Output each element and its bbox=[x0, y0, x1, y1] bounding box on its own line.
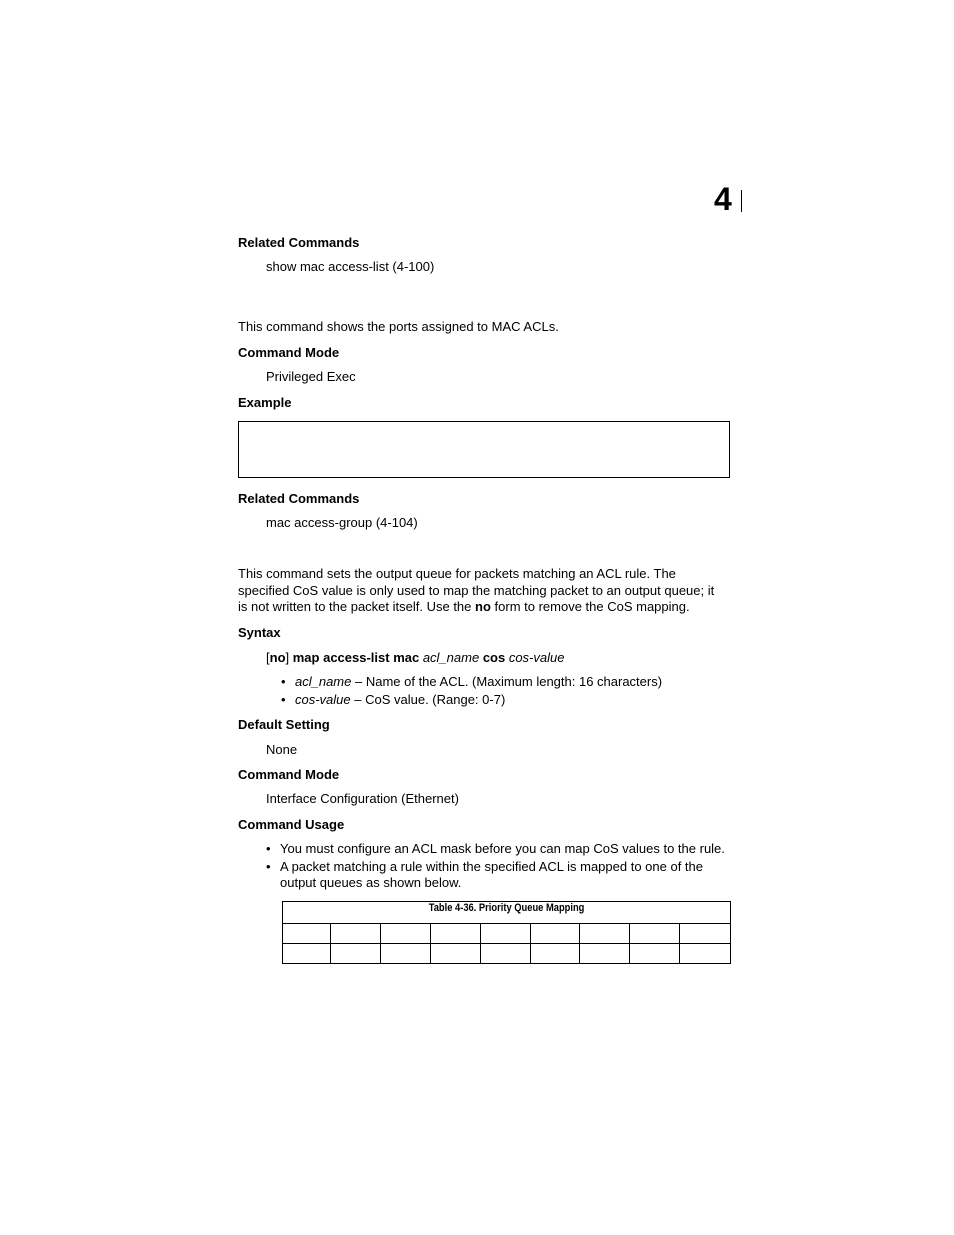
param-desc: – CoS value. (Range: 0-7) bbox=[350, 692, 506, 707]
example-heading: Example bbox=[238, 395, 292, 410]
param-name: acl_name bbox=[295, 674, 352, 689]
table-cell bbox=[381, 944, 431, 964]
syntax-heading: Syntax bbox=[238, 625, 281, 640]
command-mode-heading-2: Command Mode bbox=[238, 767, 340, 782]
table-cell bbox=[481, 924, 531, 944]
table-cell bbox=[630, 944, 680, 964]
command-mode-value-2: Interface Configuration (Ethernet) bbox=[266, 791, 459, 806]
example-box bbox=[238, 421, 730, 478]
description-line: This command sets the output queue for packets matching an ACL rule. The bbox=[238, 566, 676, 581]
param-name: cos-value bbox=[295, 692, 351, 707]
command-mode-heading: Command Mode bbox=[238, 345, 340, 360]
command-keyword: map access-list mac bbox=[292, 650, 423, 665]
command-description-2 bbox=[238, 566, 730, 616]
chapter-divider bbox=[741, 190, 742, 212]
description-text: form to remove the CoS mapping. bbox=[490, 599, 690, 614]
related-command-link-2[interactable]: mac access-group (4-104) bbox=[266, 515, 418, 530]
table-cell bbox=[680, 924, 731, 944]
table-cell bbox=[331, 944, 381, 964]
table-row bbox=[283, 924, 731, 944]
chapter-number: 4 bbox=[714, 181, 732, 217]
syntax-command bbox=[266, 650, 564, 665]
description-line: specified CoS value is only used to map the matching packet to an output queue; it bbox=[238, 582, 715, 598]
related-commands-heading: Related Commands bbox=[238, 235, 360, 250]
bracket-open: [ bbox=[266, 650, 270, 665]
param-text bbox=[295, 692, 505, 707]
usage-text: A packet matching a rule within the specified ACL is mapped to one of the bbox=[280, 859, 703, 874]
cos-keyword: cos bbox=[479, 650, 509, 665]
table-cell bbox=[431, 944, 481, 964]
default-setting-value: None bbox=[266, 742, 298, 757]
table-cell bbox=[283, 924, 331, 944]
table-cell bbox=[531, 944, 580, 964]
command-usage-heading: Command Usage bbox=[238, 817, 345, 832]
table-cell bbox=[481, 944, 531, 964]
default-setting-heading: Default Setting bbox=[238, 717, 330, 732]
acl-name-arg: acl_name bbox=[422, 650, 480, 665]
related-command-link[interactable]: show mac access-list (4-100) bbox=[266, 259, 435, 274]
table-cell bbox=[630, 924, 680, 944]
table-cell bbox=[580, 944, 630, 964]
no-keyword: no bbox=[269, 650, 286, 665]
table-cell bbox=[531, 924, 580, 944]
bracket-close: ] bbox=[285, 650, 293, 665]
table-cell bbox=[580, 924, 630, 944]
description-text: is not written to the packet itself. Use the bbox=[238, 599, 476, 614]
param-desc: – Name of the ACL. (Maximum length: 16 characters) bbox=[351, 674, 663, 689]
command-mode-value: Privileged Exec bbox=[266, 369, 356, 384]
command-description: This command shows the ports assigned to MAC ACLs. bbox=[238, 319, 559, 334]
table-cell bbox=[381, 924, 431, 944]
usage-text-continued: output queues as shown below. bbox=[280, 875, 462, 890]
related-commands-heading-2: Related Commands bbox=[238, 491, 360, 506]
bullet-icon: • bbox=[281, 692, 286, 707]
bullet-icon: • bbox=[266, 841, 271, 856]
table-cell bbox=[283, 944, 331, 964]
usage-text: You must configure an ACL mask before you can map CoS values to the rule. bbox=[280, 841, 725, 856]
table-cell bbox=[680, 944, 731, 964]
bullet-icon: • bbox=[266, 859, 271, 874]
param-text bbox=[295, 674, 662, 689]
table-row bbox=[283, 944, 731, 964]
priority-queue-table bbox=[282, 901, 731, 964]
table-cell bbox=[331, 924, 381, 944]
table-caption: Table 4-36. Priority Queue Mapping bbox=[428, 902, 585, 914]
table-cell bbox=[431, 924, 481, 944]
cos-value-arg: cos-value bbox=[508, 650, 565, 665]
table-caption-cell bbox=[283, 902, 731, 924]
bullet-icon: • bbox=[281, 674, 286, 689]
no-keyword: no bbox=[475, 599, 491, 614]
description-line bbox=[238, 599, 730, 616]
